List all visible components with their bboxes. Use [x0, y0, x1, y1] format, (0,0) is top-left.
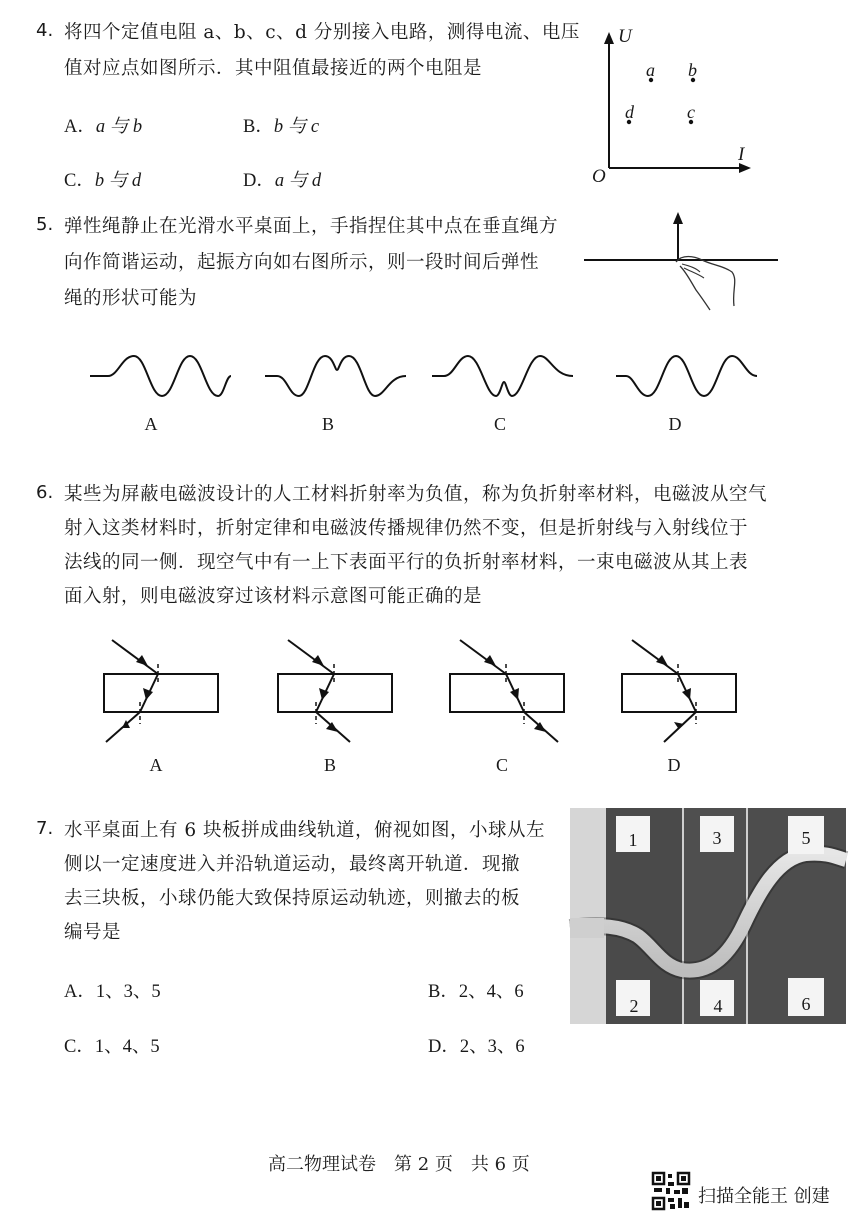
q4-option-d: D．a 与 d	[243, 171, 322, 191]
q7-text-line1: 水平桌面上有 6 块板拼成曲线轨道，俯视如图，小球从左	[64, 820, 546, 841]
q6-text-line1: 某些为屏蔽电磁波设计的人工材料折射率为负值，称为负折射率材料，电磁波从空气	[64, 484, 768, 505]
q5-rope-hand-figure	[582, 210, 782, 315]
q7-board-label-6: 6	[801, 994, 811, 1014]
q6-label-c: C	[495, 755, 508, 775]
q6-number: 6.	[36, 482, 54, 503]
q7-text-line2: 侧以一定速度进入并沿轨道运动，最终离开轨道．现撤	[64, 854, 521, 875]
q4-graph-axis-i: I	[738, 144, 745, 165]
q6-text-line2: 射入这类材料时，折射定律和电磁波传播规律仍然不变，但是折射线与入射线位于	[64, 518, 749, 539]
q6-text-line4: 面入射，则电磁波穿过该材料示意图可能正确的是	[64, 586, 483, 607]
q5-text-line3: 绳的形状可能为	[64, 288, 198, 309]
q7-board-label-1: 1	[628, 830, 638, 850]
q4-graph-origin: O	[592, 166, 606, 187]
q4-number: 4.	[36, 20, 54, 41]
q4-text-line2: 值对应点如图所示．其中阻值最接近的两个电阻是	[64, 58, 483, 79]
q5-text-line1: 弹性绳静止在光滑水平桌面上，手指捏住其中点在垂直绳方	[64, 216, 559, 237]
q5-wave-option-d	[614, 352, 759, 400]
qr-code-icon	[652, 1172, 690, 1210]
page-footer: 高二物理试卷 第 2 页 共 6 页	[268, 1154, 530, 1175]
q4-ui-graph	[585, 28, 755, 188]
q5-label-b: B	[321, 414, 334, 434]
q4-text-line1: 将四个定值电阻 a、b、c、d 分别接入电路，测得电流、电压	[64, 22, 580, 43]
q6-label-d: D	[667, 755, 681, 775]
q5-wave-option-b	[263, 352, 408, 400]
q7-text-line3: 去三块板，小球仍能大致保持原运动轨迹，则撤去的板	[64, 888, 521, 909]
q7-option-d: D．2、3、6	[428, 1037, 525, 1057]
q4-point-label-d: d	[625, 102, 634, 122]
q7-option-c: C．1、4、5	[64, 1037, 160, 1057]
q4-option-a: A．a 与 b	[64, 117, 143, 137]
q7-number: 7.	[36, 818, 54, 839]
scanner-watermark: 扫描全能王 创建	[698, 1186, 830, 1207]
q4-graph-axis-u: U	[618, 26, 632, 47]
q6-label-b: B	[323, 755, 336, 775]
q5-wave-option-c	[430, 352, 575, 400]
q4-point-label-b: b	[688, 60, 697, 80]
q5-number: 5.	[36, 214, 54, 235]
q7-board-label-2: 2	[629, 996, 639, 1016]
q7-board-label-4: 4	[713, 996, 723, 1016]
q7-board-label-3: 3	[712, 828, 722, 848]
q6-diagram-d	[618, 636, 740, 748]
q4-option-c: C．b 与 d	[64, 171, 142, 191]
q6-diagram-a	[100, 636, 222, 748]
q4-point-label-c: c	[687, 102, 695, 122]
q5-label-d: D	[668, 414, 682, 434]
q5-label-a: A	[144, 414, 158, 434]
q6-diagram-c	[446, 636, 568, 748]
q5-label-c: C	[493, 414, 506, 434]
q6-diagram-b	[274, 636, 396, 748]
q7-option-b: B．2、4、6	[428, 982, 524, 1002]
q7-board-label-5: 5	[801, 828, 811, 848]
q4-point-label-a: a	[646, 60, 655, 80]
q6-text-line3: 法线的同一侧．现空气中有一上下表面平行的负折射率材料，一束电磁波从其上表	[64, 552, 749, 573]
q7-option-a: A．1、3、5	[64, 982, 161, 1002]
q6-label-a: A	[149, 755, 163, 775]
q7-text-line4: 编号是	[64, 922, 122, 943]
q5-text-line2: 向作简谐运动，起振方向如右图所示，则一段时间后弹性	[64, 252, 540, 273]
q5-wave-option-a	[88, 352, 233, 400]
q4-option-b: B．b 与 c	[243, 117, 320, 137]
